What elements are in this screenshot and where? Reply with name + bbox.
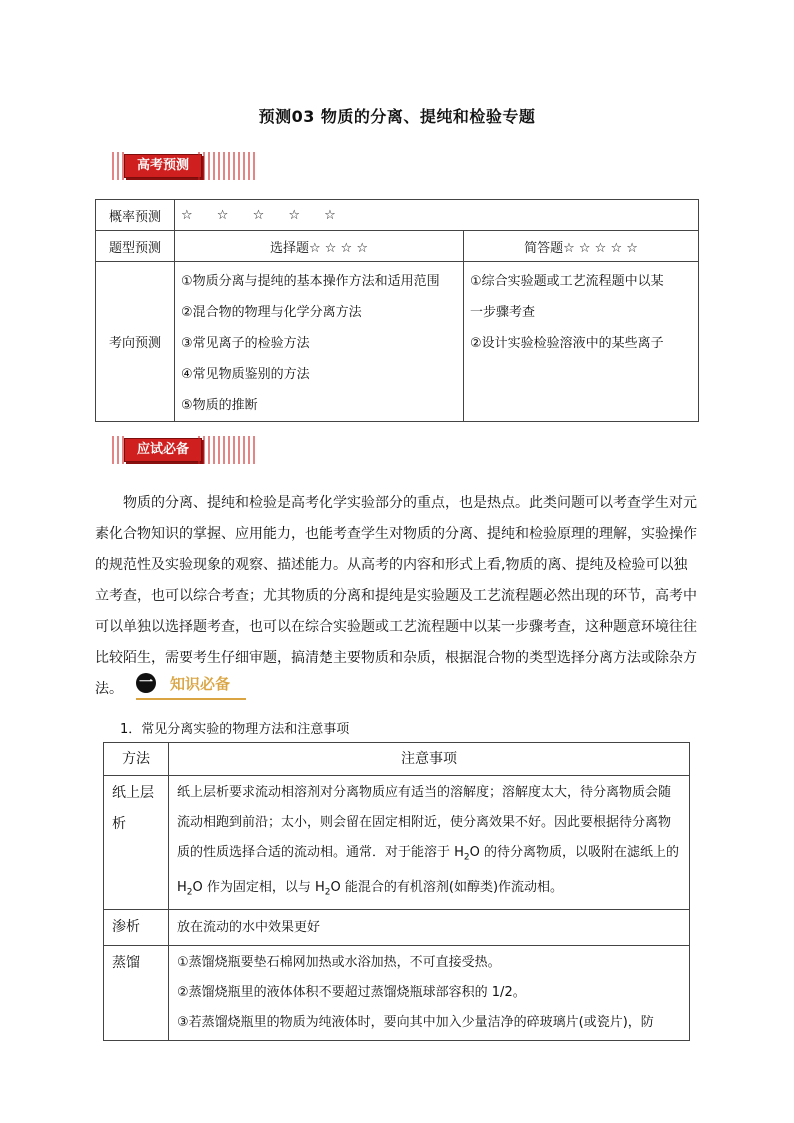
banner-hatch-right: [198, 436, 258, 464]
short-type-label: 简答题☆ ☆ ☆ ☆ ☆: [464, 231, 699, 262]
list-item: 一步骤考查: [470, 305, 536, 320]
table-row: [104, 946, 690, 1041]
type-label: 题型预测: [96, 231, 175, 262]
table-row: [104, 776, 690, 910]
list-item: ③常见离子的检验方法: [181, 336, 310, 351]
banner-label: 高考预测: [124, 154, 202, 178]
section-banner-prepare: [112, 436, 258, 464]
knowledge-label: 知识必备: [170, 674, 231, 693]
methods-table: [103, 742, 690, 1041]
choice-type-label: 选择题☆ ☆ ☆ ☆: [175, 231, 464, 262]
direction-label: 考向预测: [96, 262, 175, 422]
banner-label: 应试必备: [124, 438, 202, 462]
table-header-row: [104, 743, 690, 776]
section-banner-gaokao: [112, 152, 258, 180]
notes-cell: 放在流动的水中效果更好: [169, 910, 690, 946]
page-title: 预测03 物质的分离、提纯和检验专题: [258, 107, 536, 126]
list-item: ①物质分离与提纯的基本操作方法和适用范围: [181, 274, 440, 289]
table-row: [104, 910, 690, 946]
list-item: ⑤物质的推断: [181, 398, 258, 413]
method-cell: 纸上层析: [104, 776, 169, 910]
section-number-badge: 一: [136, 673, 156, 693]
table-row: [96, 200, 699, 231]
table-row: [96, 262, 699, 422]
method-cell: 蒸馏: [104, 946, 169, 1041]
table-row: [96, 231, 699, 262]
list-item: ②设计实验检验溶液中的某些离子: [470, 336, 664, 351]
banner-hatch-left: [112, 436, 126, 464]
list-item: ①蒸馏烧瓶要垫石棉网加热或水浴加热，不可直接受热。: [177, 955, 501, 971]
choice-items-cell: [175, 262, 464, 422]
list-item: ①综合实验题或工艺流程题中以某: [470, 274, 664, 289]
header-method: 方法: [104, 743, 169, 776]
prob-label: 概率预测: [96, 200, 175, 231]
intro-paragraph: 物质的分离、提纯和检验是高考化学实验部分的重点，也是热点。此类问题可以考查学生对元素化合物知识的掌握、应用能力，也能考查学生对物质的分离、提纯和检验原理的理解，实验操作的规范性及实验现象的观察、描述能力。从高考的内容和形式上看,物质的离、提纯及检验可以独立考查，也可以综合考查；尤其物质的分离和提纯是实验题及工艺流程题必然出现的环节，高考中可以单独以选择题考查，也可以在综合实验题或工艺流程题中以某一步骤考查，这种题意环境往往比较陌生，需要考生仔细审题，搞清楚主要物质和杂质，根据混合物的类型选择分离方法或除杂方法。: [95, 495, 697, 697]
list-item: ②混合物的物理与化学分离方法: [181, 305, 362, 320]
knowledge-heading: [136, 668, 246, 700]
list-item: ②蒸馏烧瓶里的液体体积不要超过蒸馏烧瓶球部容积的 1/2。: [177, 985, 526, 1001]
short-items-cell: [464, 262, 699, 422]
list-item: ④常见物质鉴别的方法: [181, 367, 310, 382]
notes-cell: 纸上层析要求流动相溶剂对分离物质应有适当的溶解度；溶解度太大，待分离物质会随流动相跑到前沿；太小，则会留在固定相附近，使分离效果不好。因此要根据待分离物质的性质选择合适的流动相。通常．对于能溶于 $H_2O$ 的待分离物质，以吸附在滤纸上的 $H_2O$ 作为固定相，以与 $H_2O$ 能混合的有机溶剂(如醇类)作流动相。: [169, 776, 690, 910]
subheading-methods: 1．常见分离实验的物理方法和注意事项: [120, 722, 350, 737]
banner-hatch-left: [112, 152, 126, 180]
method-cell: 渗析: [104, 910, 169, 946]
forecast-table: [95, 199, 699, 422]
header-notes: 注意事项: [169, 743, 690, 776]
banner-hatch-right: [198, 152, 258, 180]
prob-stars: ☆ ☆ ☆ ☆ ☆: [175, 200, 699, 231]
list-item: ③若蒸馏烧瓶里的物质为纯液体时，要向其中加入少量洁净的碎玻璃片(或瓷片)，防: [177, 1015, 654, 1031]
notes-cell: [169, 946, 690, 1041]
